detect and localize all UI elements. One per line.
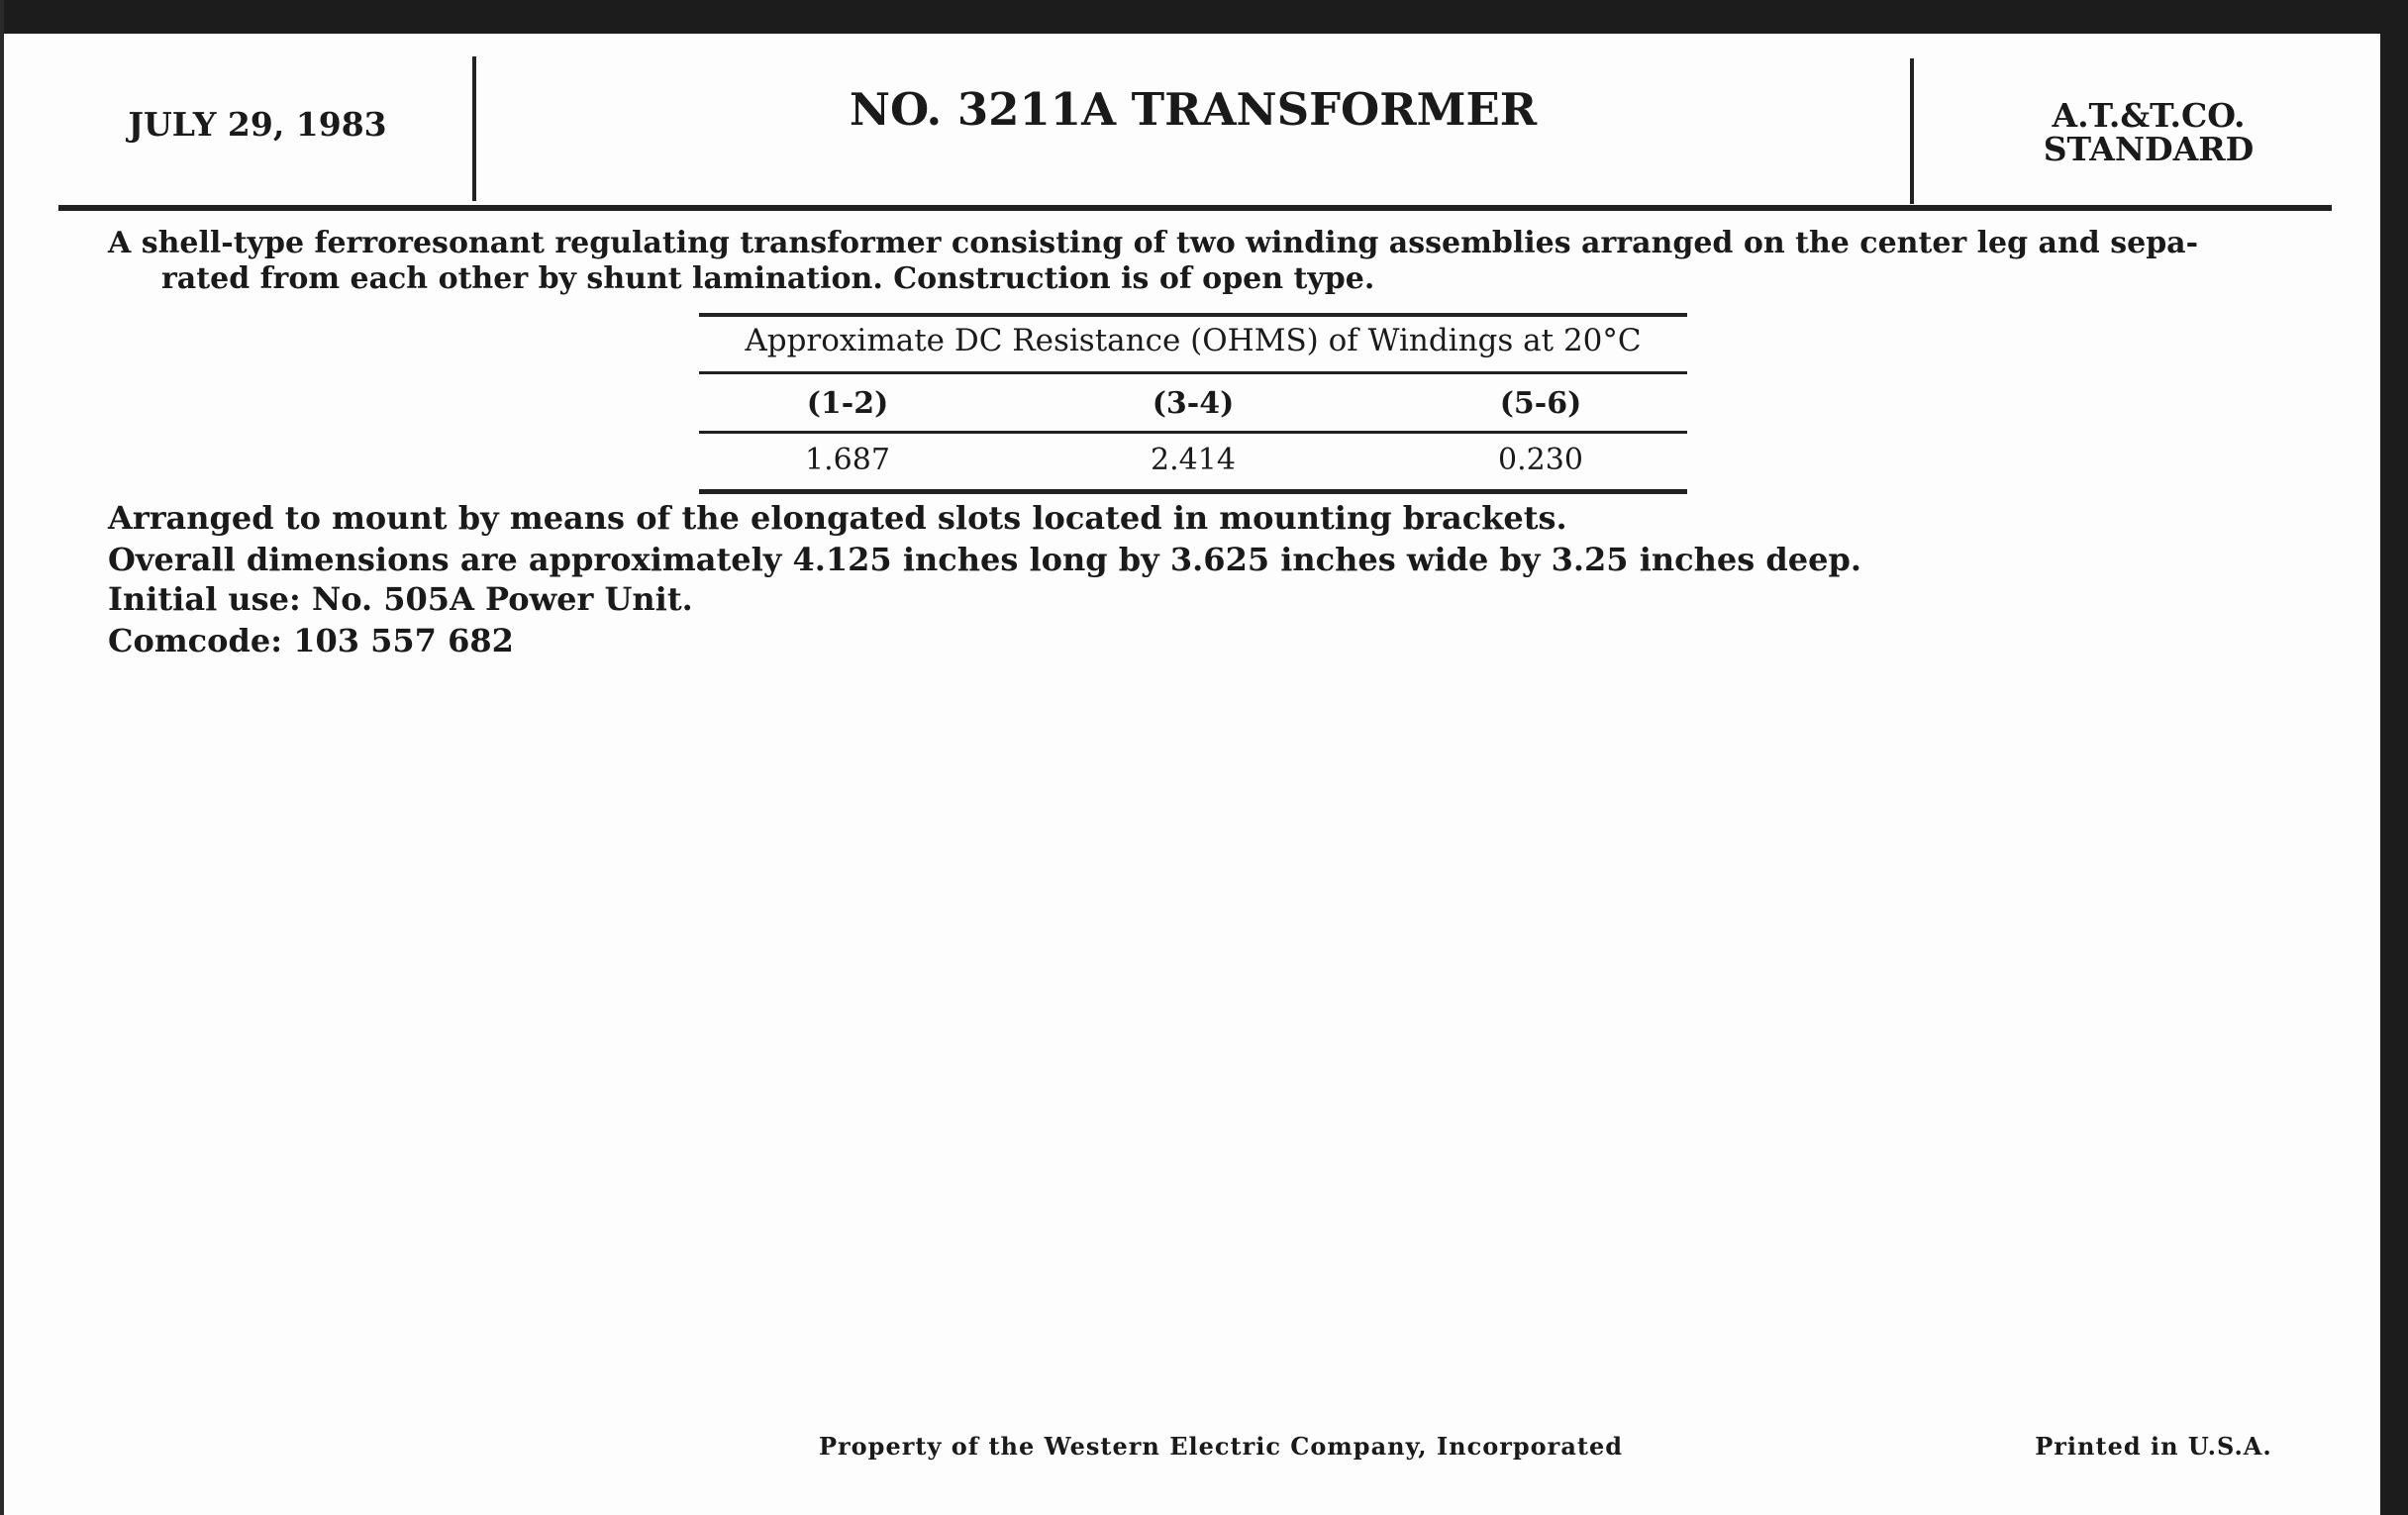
scan-top-border <box>0 0 2408 34</box>
footer-property: Property of the Western Electric Company, Incorporated <box>818 1432 1624 1461</box>
header-divider-left <box>472 56 476 201</box>
table-rule-caption <box>699 371 1687 374</box>
table-cell-value: 1.687 <box>805 443 890 477</box>
comcode-text: Comcode: 103 557 682 <box>108 622 514 659</box>
footer-printed: Printed in U.S.A. <box>2035 1432 2272 1461</box>
description-line-1: A shell-type ferroresonant regulating transformer consisting of two winding assemblies arranged on the center leg and sepa- <box>108 226 2199 260</box>
table-cell-value: 2.414 <box>1151 443 1236 477</box>
initial-use-text: Initial use: No. 505A Power Unit. <box>108 580 693 618</box>
table-rule-top <box>699 313 1687 317</box>
standard-line-1: A.T.&T.CO. <box>2052 96 2246 135</box>
dimensions-text: Overall dimensions are approximately 4.125 inches long by 3.625 inches wide by 3.25 inches deep. <box>108 541 1861 578</box>
mounting-text: Arranged to mount by means of the elongated slots located in mounting brackets. <box>108 499 1567 537</box>
table-rule-bottom <box>699 489 1687 494</box>
table-caption: Approximate DC Resistance (OHMS) of Windings at 20°C <box>745 323 1642 358</box>
header-date: JULY 29, 1983 <box>128 105 387 144</box>
standard-line-2: STANDARD <box>2043 130 2255 168</box>
description-line-2: rated from each other by shunt lamination. Construction is of open type. <box>161 261 1375 296</box>
page-title: NO. 3211A TRANSFORMER <box>849 83 1538 136</box>
scan-left-border <box>0 0 4 1515</box>
description-paragraph <box>108 226 2316 297</box>
table-cell-value: 0.230 <box>1498 443 1583 477</box>
column-header: (1-2) <box>806 386 889 421</box>
column-header: (3-4) <box>1152 386 1235 421</box>
header-rule <box>58 205 2332 211</box>
header-divider-right <box>1910 58 1914 204</box>
standard-mark <box>1941 96 2357 168</box>
table-rule-header <box>699 431 1687 434</box>
scan-right-border <box>2380 0 2408 1515</box>
column-header: (5-6) <box>1499 386 1582 421</box>
